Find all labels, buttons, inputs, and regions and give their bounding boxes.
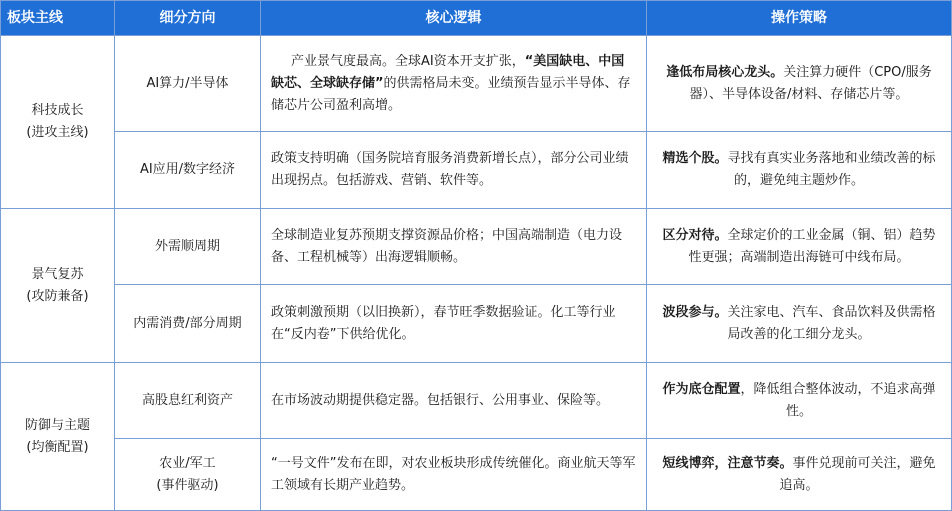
logic-text: 产业景气度最高。全球AI资本开支扩张，: [291, 53, 525, 69]
strategy-cell: [647, 285, 952, 363]
table-row: [1, 209, 952, 285]
direction-text: 农业/军工: [159, 455, 216, 471]
direction-cell: 内需消费/部分周期: [115, 285, 261, 363]
strategy-text: ，降低组合整体波动，不追求高弹性。: [740, 381, 936, 419]
strategy-text: 寻找有真实业务落地和业绩改善的标的，避免纯主题炒作。: [727, 151, 936, 188]
strategy-text: 事件兑现前可关注，避免追高。: [779, 455, 936, 493]
group-cell: [1, 36, 115, 209]
group-name: 科技成长: [31, 103, 84, 118]
group-sub: (进攻主线): [26, 125, 89, 140]
strategy-bold-text: 作为底仓配置: [662, 381, 741, 397]
header-direction: 细分方向: [115, 1, 261, 36]
header-sector: 板块主线: [1, 1, 115, 36]
header-logic: 核心逻辑: [261, 1, 647, 36]
logic-cell: 全球制造业复苏预期支撑资源品价格；中国高端制造（电力设备、工程机械等）出海逻辑顺畅。: [261, 209, 647, 285]
logic-bold-text: “美国缺电、中国缺芯、全球缺存储”: [271, 53, 625, 91]
direction-cell: [115, 439, 261, 511]
strategy-bold-text: 波段参与。: [662, 304, 728, 320]
strategy-bold-text: 精选个股。: [662, 151, 728, 166]
header-strategy: 操作策略: [647, 1, 952, 36]
group-cell: [1, 209, 115, 363]
strategy-cell: [647, 36, 952, 132]
table-row: [1, 363, 952, 439]
direction-cell: 高股息红利资产: [115, 363, 261, 439]
logic-text: 的供需格局未变。业绩预告显示半导体、存储芯片公司盈利高增。: [271, 75, 631, 113]
group-cell: [1, 363, 115, 511]
group-sub: (均衡配置): [26, 439, 89, 455]
strategy-cell: [647, 439, 952, 511]
strategy-text: 全球定价的工业金属（铜、铝）趋势性更强；高端制造出海链可中线布局。: [688, 227, 936, 265]
table-row: [1, 132, 952, 209]
direction-cell: 外需顺周期: [115, 209, 261, 285]
strategy-cell: [647, 209, 952, 285]
logic-cell: “一号文件”发布在即，对农业板块形成传统催化。商业航天等军工领域有长期产业趋势。: [261, 439, 647, 511]
table-row: [1, 439, 952, 511]
group-sub: (攻防兼备): [26, 288, 89, 304]
logic-cell: [261, 36, 647, 132]
logic-cell: 政策刺激预期（以旧换新），春节旺季数据验证。化工等行业在“反内卷”下供给优化。: [261, 285, 647, 363]
strategy-text: 关注家电、汽车、食品饮料及供需格局改善的化工细分龙头。: [727, 304, 936, 342]
direction-cell: AI应用/数字经济: [115, 132, 261, 209]
direction-cell: AI算力/半导体: [115, 36, 261, 132]
logic-cell: 政策支持明确（国务院培育服务消费新增长点），部分公司业绩出现拐点。包括游戏、营销、软件等。: [261, 132, 647, 209]
strategy-bold-text: 短线博弈，注意节奏。: [662, 455, 793, 471]
direction-sub: (事件驱动): [156, 477, 219, 493]
strategy-text: 关注算力硬件（CPO/服务器）、半导体设备/材料、存储芯片等。: [689, 64, 932, 102]
strategy-bold-text: 区分对待。: [662, 227, 728, 243]
strategy-cell: [647, 363, 952, 439]
strategy-bold-text: 逢低布局核心龙头。: [666, 64, 784, 80]
group-name: 防御与主题: [24, 417, 90, 433]
header-row: [1, 1, 952, 36]
strategy-cell: [647, 132, 952, 209]
logic-cell: 在市场波动期提供稳定器。包括银行、公用事业、保险等。: [261, 363, 647, 439]
table-row: [1, 36, 952, 132]
group-name: 景气复苏: [31, 266, 84, 282]
table-row: [1, 285, 952, 363]
